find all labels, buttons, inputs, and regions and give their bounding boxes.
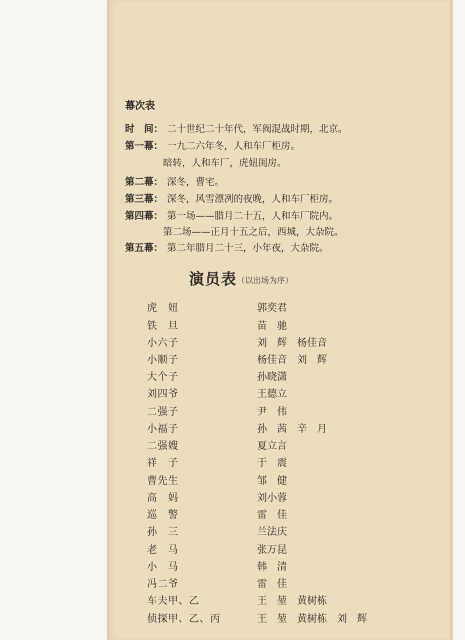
- schedule-text: 二十世纪二十年代，军阀混战时期，北京。: [167, 124, 348, 135]
- page-edge: [450, 0, 453, 640]
- cast-actor: 雷 佳: [257, 510, 287, 521]
- program-page: [107, 0, 453, 640]
- cast-role: 铁 旦: [147, 321, 179, 332]
- schedule-label: 第一幕：: [125, 141, 164, 152]
- cast-actor: 孙 茜 辛 月: [257, 424, 327, 435]
- cast-role: 二强子: [147, 407, 179, 418]
- cast-actor: 刘 辉 杨佳音: [257, 338, 327, 349]
- cast-role: 大个子: [147, 372, 179, 383]
- cast-role: 曹先生: [147, 476, 179, 487]
- cast-title: 演员表: [189, 270, 238, 288]
- schedule-text: 第二年腊月二十三，小年夜，大杂院。: [167, 243, 329, 254]
- schedule-text: 第二场——正月十五之后，西城，大杂院。: [163, 227, 344, 238]
- schedule-text: 暗转，人和车厂，虎妞闺房。: [163, 158, 287, 169]
- cast-actor: 尹 伟: [257, 407, 287, 418]
- cast-role: 刘四爷: [147, 389, 179, 400]
- schedule-label: 第四幕：: [125, 211, 164, 222]
- cast-role: 老 马: [147, 545, 179, 556]
- cast-actor: 郭奕君: [257, 303, 287, 314]
- cast-actor: 夏立言: [257, 441, 287, 452]
- cast-role: 孙 三: [147, 527, 179, 538]
- cast-role: 侦探甲、乙、丙: [147, 614, 221, 625]
- cast-role: 车夫甲、乙: [147, 596, 200, 607]
- cast-role: 二强嫂: [147, 441, 179, 452]
- schedule-label: 时 间：: [125, 124, 164, 135]
- schedule-label: 第二幕：: [125, 177, 164, 188]
- cast-actor: 苗 驰: [257, 321, 287, 332]
- schedule-title: 幕次表: [125, 101, 155, 112]
- schedule-text: 第一场——腊月二十五，人和车厂院内。: [167, 211, 339, 222]
- cast-actor: 王 堃 黄树栋: [257, 596, 327, 607]
- cast-actor: 孙晓潇: [257, 372, 287, 383]
- cast-actor: 杨佳音 刘 辉: [257, 355, 327, 366]
- cast-role: 巡 警: [147, 510, 179, 521]
- schedule-text: 一九二六年冬，人和车厂柜房。: [167, 141, 301, 152]
- cast-role: 冯二爷: [147, 579, 179, 590]
- schedule-label: 第三幕：: [125, 194, 164, 205]
- cast-role: 祥 子: [147, 458, 179, 469]
- cast-actor: 兰法庆: [257, 527, 287, 538]
- cast-role: 小 马: [147, 562, 179, 573]
- schedule-label: 第五幕：: [125, 243, 164, 254]
- cast-actor: 雷 佳: [257, 579, 287, 590]
- cast-actor: 韩 清: [257, 562, 287, 573]
- cast-actor: 邹 健: [257, 476, 287, 487]
- cast-actor: 刘小蓉: [257, 493, 287, 504]
- cast-actor: 张万昆: [257, 545, 287, 556]
- cast-role: 高 妈: [147, 493, 179, 504]
- schedule-text: 深冬，曹宅。: [167, 177, 225, 188]
- cast-role: 小福子: [147, 424, 179, 435]
- cast-note: （以出场为序）: [237, 276, 293, 285]
- cast-actor: 王德立: [257, 389, 287, 400]
- cast-role: 小顺子: [147, 355, 179, 366]
- schedule-text: 深冬，风雪漂冽的夜晚，人和车厂柜房。: [167, 194, 339, 205]
- cast-actor: 王 堃 黄树栋 刘 辉: [257, 614, 367, 625]
- cast-role: 虎 妞: [147, 303, 179, 314]
- cast-role: 小六子: [147, 338, 179, 349]
- cast-actor: 于 震: [257, 458, 287, 469]
